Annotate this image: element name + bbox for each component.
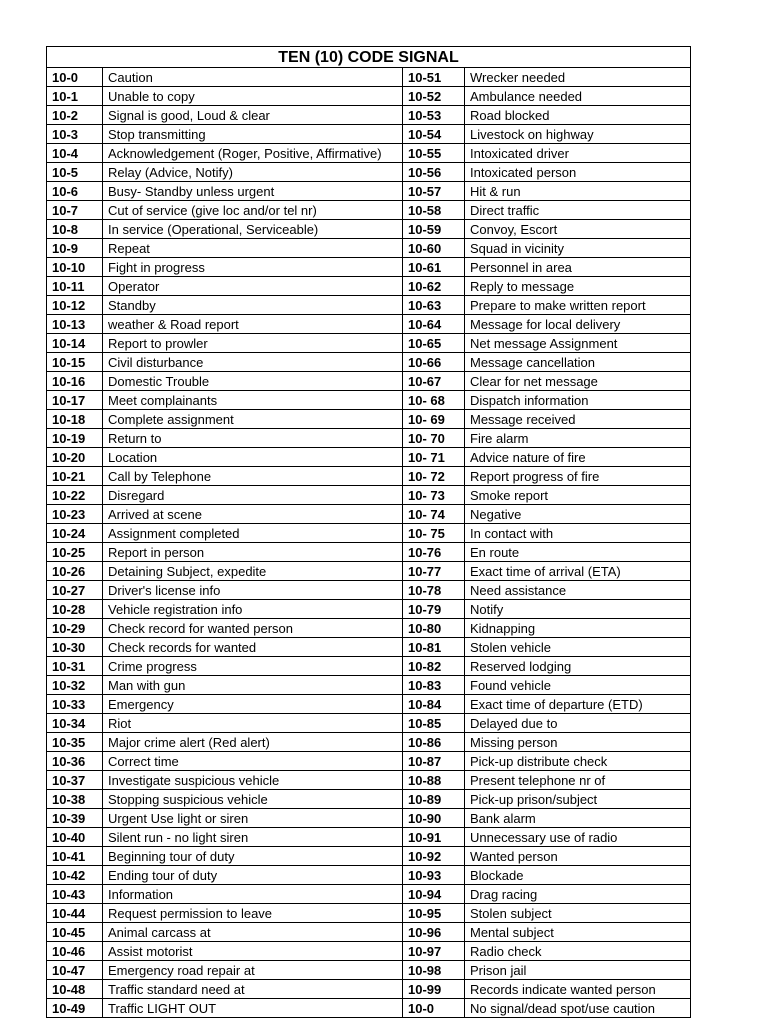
meaning-left: Repeat [103, 239, 403, 258]
code-right: 10- 72 [403, 467, 465, 486]
table-row [47, 657, 691, 676]
meaning-left: Assignment completed [103, 524, 403, 543]
code-left: 10-47 [47, 961, 103, 980]
table-row [47, 125, 691, 144]
table-row [47, 372, 691, 391]
meaning-right: Dispatch information [465, 391, 691, 410]
table-row [47, 353, 691, 372]
table-row [47, 828, 691, 847]
meaning-left: Traffic standard need at [103, 980, 403, 999]
code-right: 10-59 [403, 220, 465, 239]
meaning-right: Hit & run [465, 182, 691, 201]
meaning-left: Driver's license info [103, 581, 403, 600]
meaning-left: Beginning tour of duty [103, 847, 403, 866]
code-right: 10-78 [403, 581, 465, 600]
table-row [47, 68, 691, 87]
meaning-left: Stopping suspicious vehicle [103, 790, 403, 809]
table-row [47, 923, 691, 942]
meaning-right: Clear for net message [465, 372, 691, 391]
code-right: 10-61 [403, 258, 465, 277]
table-row [47, 562, 691, 581]
table-row [47, 182, 691, 201]
meaning-right: Drag racing [465, 885, 691, 904]
meaning-left: Operator [103, 277, 403, 296]
meaning-right: Livestock on highway [465, 125, 691, 144]
code-right: 10-88 [403, 771, 465, 790]
meaning-right: Pick-up prison/subject [465, 790, 691, 809]
code-right: 10- 71 [403, 448, 465, 467]
meaning-right: Negative [465, 505, 691, 524]
meaning-right: Mental subject [465, 923, 691, 942]
ten-code-table [46, 46, 691, 1018]
code-right: 10-66 [403, 353, 465, 372]
code-left: 10-12 [47, 296, 103, 315]
code-left: 10-30 [47, 638, 103, 657]
code-left: 10-1 [47, 87, 103, 106]
meaning-right: In contact with [465, 524, 691, 543]
table-row [47, 543, 691, 562]
meaning-right: En route [465, 543, 691, 562]
meaning-right: Notify [465, 600, 691, 619]
meaning-right: Road blocked [465, 106, 691, 125]
meaning-left: Detaining Subject, expedite [103, 562, 403, 581]
table-row [47, 866, 691, 885]
table-row [47, 942, 691, 961]
code-right: 10-77 [403, 562, 465, 581]
meaning-right: Unnecessary use of radio [465, 828, 691, 847]
meaning-right: Present telephone nr of [465, 771, 691, 790]
meaning-left: Emergency road repair at [103, 961, 403, 980]
meaning-left: Acknowledgement (Roger, Positive, Affirmative) [103, 144, 403, 163]
table-row [47, 296, 691, 315]
code-right: 10-51 [403, 68, 465, 87]
meaning-right: Fire alarm [465, 429, 691, 448]
table-row [47, 695, 691, 714]
code-right: 10-79 [403, 600, 465, 619]
code-right: 10-84 [403, 695, 465, 714]
meaning-right: Direct traffic [465, 201, 691, 220]
meaning-right: Found vehicle [465, 676, 691, 695]
table-row [47, 714, 691, 733]
meaning-left: Major crime alert (Red alert) [103, 733, 403, 752]
code-right: 10-57 [403, 182, 465, 201]
code-left: 10-35 [47, 733, 103, 752]
code-right: 10-56 [403, 163, 465, 182]
code-left: 10-44 [47, 904, 103, 923]
meaning-left: Animal carcass at [103, 923, 403, 942]
code-left: 10-38 [47, 790, 103, 809]
meaning-right: Stolen subject [465, 904, 691, 923]
code-left: 10-21 [47, 467, 103, 486]
code-right: 10-85 [403, 714, 465, 733]
meaning-left: Ending tour of duty [103, 866, 403, 885]
code-left: 10-43 [47, 885, 103, 904]
code-left: 10-26 [47, 562, 103, 581]
meaning-right: Smoke report [465, 486, 691, 505]
table-row [47, 239, 691, 258]
meaning-left: Location [103, 448, 403, 467]
meaning-left: Complete assignment [103, 410, 403, 429]
code-right: 10-55 [403, 144, 465, 163]
code-right: 10- 68 [403, 391, 465, 410]
code-right: 10- 75 [403, 524, 465, 543]
meaning-left: Caution [103, 68, 403, 87]
meaning-left: Emergency [103, 695, 403, 714]
code-left: 10-4 [47, 144, 103, 163]
table-row [47, 733, 691, 752]
table-row [47, 619, 691, 638]
code-left: 10-31 [47, 657, 103, 676]
meaning-left: Civil disturbance [103, 353, 403, 372]
meaning-right: Advice nature of fire [465, 448, 691, 467]
code-left: 10-16 [47, 372, 103, 391]
meaning-right: Missing person [465, 733, 691, 752]
meaning-left: Domestic Trouble [103, 372, 403, 391]
code-right: 10-87 [403, 752, 465, 771]
code-right: 10-92 [403, 847, 465, 866]
meaning-right: Ambulance needed [465, 87, 691, 106]
meaning-left: Investigate suspicious vehicle [103, 771, 403, 790]
code-left: 10-0 [47, 68, 103, 87]
code-right: 10-95 [403, 904, 465, 923]
code-left: 10-9 [47, 239, 103, 258]
meaning-right: Report progress of fire [465, 467, 691, 486]
meaning-right: Message for local delivery [465, 315, 691, 334]
meaning-left: Man with gun [103, 676, 403, 695]
table-row [47, 220, 691, 239]
meaning-right: Stolen vehicle [465, 638, 691, 657]
meaning-left: Return to [103, 429, 403, 448]
table-row [47, 505, 691, 524]
code-right: 10-82 [403, 657, 465, 676]
code-right: 10- 74 [403, 505, 465, 524]
code-right: 10-76 [403, 543, 465, 562]
table-row [47, 201, 691, 220]
meaning-left: Report in person [103, 543, 403, 562]
meaning-left: Report to prowler [103, 334, 403, 353]
meaning-right: Records indicate wanted person [465, 980, 691, 999]
meaning-left: Cut of service (give loc and/or tel nr) [103, 201, 403, 220]
code-right: 10- 69 [403, 410, 465, 429]
meaning-left: Signal is good, Loud & clear [103, 106, 403, 125]
code-right: 10-54 [403, 125, 465, 144]
meaning-right: Reply to message [465, 277, 691, 296]
meaning-right: Kidnapping [465, 619, 691, 638]
code-right: 10-80 [403, 619, 465, 638]
meaning-right: Convoy, Escort [465, 220, 691, 239]
code-right: 10-93 [403, 866, 465, 885]
table-row [47, 429, 691, 448]
code-right: 10-98 [403, 961, 465, 980]
document-title: TEN (10) CODE SIGNAL [47, 47, 691, 68]
code-right: 10-63 [403, 296, 465, 315]
meaning-right: Reserved lodging [465, 657, 691, 676]
code-left: 10-14 [47, 334, 103, 353]
table-row [47, 163, 691, 182]
table-row [47, 771, 691, 790]
code-left: 10-5 [47, 163, 103, 182]
table-row [47, 961, 691, 980]
code-right: 10-52 [403, 87, 465, 106]
code-right: 10-53 [403, 106, 465, 125]
code-right: 10-96 [403, 923, 465, 942]
code-sheet [46, 46, 690, 1018]
meaning-left: Check record for wanted person [103, 619, 403, 638]
table-row [47, 581, 691, 600]
code-left: 10-33 [47, 695, 103, 714]
meaning-left: Arrived at scene [103, 505, 403, 524]
code-left: 10-29 [47, 619, 103, 638]
meaning-right: Exact time of arrival (ETA) [465, 562, 691, 581]
table-row [47, 904, 691, 923]
code-left: 10-13 [47, 315, 103, 334]
code-left: 10-27 [47, 581, 103, 600]
meaning-left: In service (Operational, Serviceable) [103, 220, 403, 239]
table-row [47, 258, 691, 277]
table-row [47, 790, 691, 809]
code-right: 10-94 [403, 885, 465, 904]
code-left: 10-8 [47, 220, 103, 239]
table-row [47, 106, 691, 125]
meaning-left: Riot [103, 714, 403, 733]
meaning-right: Squad in vicinity [465, 239, 691, 258]
table-row [47, 410, 691, 429]
code-left: 10-45 [47, 923, 103, 942]
code-left: 10-37 [47, 771, 103, 790]
code-right: 10- 73 [403, 486, 465, 505]
code-left: 10-36 [47, 752, 103, 771]
code-right: 10-91 [403, 828, 465, 847]
code-right: 10- 70 [403, 429, 465, 448]
code-right: 10-67 [403, 372, 465, 391]
code-left: 10-11 [47, 277, 103, 296]
meaning-left: Traffic LIGHT OUT [103, 999, 403, 1018]
table-row [47, 334, 691, 353]
meaning-right: Exact time of departure (ETD) [465, 695, 691, 714]
code-right: 10-60 [403, 239, 465, 258]
meaning-right: Pick-up distribute check [465, 752, 691, 771]
meaning-right: Need assistance [465, 581, 691, 600]
code-right: 10-65 [403, 334, 465, 353]
meaning-right: Intoxicated driver [465, 144, 691, 163]
table-row [47, 809, 691, 828]
meaning-left: Stop transmitting [103, 125, 403, 144]
code-left: 10-25 [47, 543, 103, 562]
code-left: 10-41 [47, 847, 103, 866]
table-row [47, 87, 691, 106]
meaning-left: Check records for wanted [103, 638, 403, 657]
table-row [47, 315, 691, 334]
meaning-left: Crime progress [103, 657, 403, 676]
meaning-left: Urgent Use light or siren [103, 809, 403, 828]
meaning-right: Radio check [465, 942, 691, 961]
meaning-left: Unable to copy [103, 87, 403, 106]
table-row [47, 885, 691, 904]
code-left: 10-7 [47, 201, 103, 220]
code-left: 10-34 [47, 714, 103, 733]
code-right: 10-89 [403, 790, 465, 809]
meaning-right: Net message Assignment [465, 334, 691, 353]
meaning-left: Request permission to leave [103, 904, 403, 923]
code-right: 10-0 [403, 999, 465, 1018]
title-row [47, 47, 691, 68]
meaning-left: Disregard [103, 486, 403, 505]
code-left: 10-49 [47, 999, 103, 1018]
code-right: 10-83 [403, 676, 465, 695]
meaning-right: Wrecker needed [465, 68, 691, 87]
code-right: 10-97 [403, 942, 465, 961]
meaning-left: Call by Telephone [103, 467, 403, 486]
code-left: 10-6 [47, 182, 103, 201]
code-left: 10-32 [47, 676, 103, 695]
table-row [47, 277, 691, 296]
meaning-left: Assist motorist [103, 942, 403, 961]
meaning-left: Vehicle registration info [103, 600, 403, 619]
table-row [47, 752, 691, 771]
code-left: 10-48 [47, 980, 103, 999]
meaning-left: Fight in progress [103, 258, 403, 277]
meaning-left: Information [103, 885, 403, 904]
code-right: 10-58 [403, 201, 465, 220]
table-row [47, 600, 691, 619]
table-row [47, 391, 691, 410]
table-row [47, 980, 691, 999]
table-row [47, 524, 691, 543]
meaning-right: Delayed due to [465, 714, 691, 733]
code-rows [47, 68, 691, 1018]
meaning-right: Prepare to make written report [465, 296, 691, 315]
code-left: 10-24 [47, 524, 103, 543]
code-left: 10-15 [47, 353, 103, 372]
code-left: 10-42 [47, 866, 103, 885]
table-row [47, 638, 691, 657]
code-left: 10-2 [47, 106, 103, 125]
code-left: 10-23 [47, 505, 103, 524]
code-left: 10-28 [47, 600, 103, 619]
code-right: 10-86 [403, 733, 465, 752]
meaning-left: Meet complainants [103, 391, 403, 410]
meaning-left: Correct time [103, 752, 403, 771]
table-row [47, 467, 691, 486]
table-row [47, 486, 691, 505]
code-right: 10-62 [403, 277, 465, 296]
code-left: 10-46 [47, 942, 103, 961]
table-row [47, 847, 691, 866]
table-row [47, 999, 691, 1018]
code-right: 10-64 [403, 315, 465, 334]
meaning-left: Busy- Standby unless urgent [103, 182, 403, 201]
meaning-right: Personnel in area [465, 258, 691, 277]
meaning-right: No signal/dead spot/use caution [465, 999, 691, 1018]
meaning-right: Intoxicated person [465, 163, 691, 182]
meaning-left: Standby [103, 296, 403, 315]
meaning-right: Message received [465, 410, 691, 429]
table-row [47, 144, 691, 163]
table-row [47, 676, 691, 695]
code-left: 10-3 [47, 125, 103, 144]
code-left: 10-22 [47, 486, 103, 505]
table-row [47, 448, 691, 467]
meaning-right: Bank alarm [465, 809, 691, 828]
meaning-left: weather & Road report [103, 315, 403, 334]
code-left: 10-19 [47, 429, 103, 448]
meaning-right: Message cancellation [465, 353, 691, 372]
code-right: 10-81 [403, 638, 465, 657]
code-left: 10-18 [47, 410, 103, 429]
meaning-right: Prison jail [465, 961, 691, 980]
code-right: 10-90 [403, 809, 465, 828]
meaning-left: Relay (Advice, Notify) [103, 163, 403, 182]
meaning-right: Blockade [465, 866, 691, 885]
code-left: 10-20 [47, 448, 103, 467]
code-left: 10-39 [47, 809, 103, 828]
meaning-left: Silent run - no light siren [103, 828, 403, 847]
meaning-right: Wanted person [465, 847, 691, 866]
code-left: 10-10 [47, 258, 103, 277]
code-left: 10-17 [47, 391, 103, 410]
code-left: 10-40 [47, 828, 103, 847]
code-right: 10-99 [403, 980, 465, 999]
